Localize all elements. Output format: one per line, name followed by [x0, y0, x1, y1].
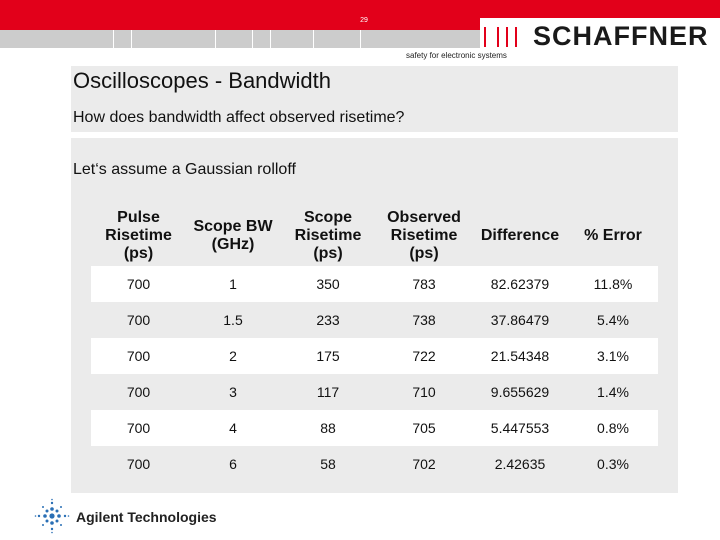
footer-company-name: Agilent Technologies — [76, 509, 217, 525]
table-cell: 722 — [376, 338, 472, 374]
table-cell: 37.86479 — [472, 302, 568, 338]
table-row — [91, 374, 658, 410]
header-divider — [360, 30, 361, 48]
slide-subtitle: How does bandwidth affect observed risetime? — [73, 109, 405, 126]
table-cell: 700 — [91, 446, 186, 482]
table-cell: 3.1% — [568, 338, 658, 374]
header-divider — [313, 30, 314, 48]
table-cell: 9.655629 — [472, 374, 568, 410]
header-divider — [252, 30, 253, 48]
table-cell: 175 — [280, 338, 376, 374]
table-row — [91, 338, 658, 374]
table-row — [91, 302, 658, 338]
table-cell: 2.42635 — [472, 446, 568, 482]
slide-number: 29 — [360, 17, 368, 24]
table-cell: 2 — [186, 338, 280, 374]
header-divider — [215, 30, 216, 48]
table-cell: 700 — [91, 374, 186, 410]
table-cell: 6 — [186, 446, 280, 482]
header-divider — [270, 30, 271, 48]
bandwidth-table — [91, 206, 658, 482]
table-header: Scope Risetime (ps) — [294, 209, 362, 262]
brand-tagline: safety for electronic systems — [406, 51, 507, 60]
table-cell: 5.447553 — [472, 410, 568, 446]
table-cell: 1 — [186, 266, 280, 302]
table-cell: 58 — [280, 446, 376, 482]
table-header: Pulse Risetime (ps) — [105, 209, 172, 262]
table-cell: 0.3% — [568, 446, 658, 482]
table-cell: 700 — [91, 410, 186, 446]
table-cell: 700 — [91, 266, 186, 302]
table-cell: 0.8% — [568, 410, 658, 446]
agilent-spark-icon — [34, 498, 70, 534]
table-cell: 3 — [186, 374, 280, 410]
table-cell: 738 — [376, 302, 472, 338]
table-cell: 350 — [280, 266, 376, 302]
table-header: % Error — [584, 227, 642, 244]
table-cell: 1.5 — [186, 302, 280, 338]
table-cell: 82.62379 — [472, 266, 568, 302]
table-cell: 700 — [91, 302, 186, 338]
table-cell: 710 — [376, 374, 472, 410]
table-cell: 1.4% — [568, 374, 658, 410]
table-cell: 117 — [280, 374, 376, 410]
intro-text: Let‘s assume a Gaussian rolloff — [73, 161, 296, 178]
table-row — [91, 410, 658, 446]
header-divider — [113, 30, 114, 48]
table-header-row — [91, 206, 658, 266]
brand-logo-text: SCHAFFNER — [533, 21, 709, 51]
table-cell: 783 — [376, 266, 472, 302]
table-header: Difference — [480, 227, 560, 244]
table-cell: 4 — [186, 410, 280, 446]
table-cell: 11.8% — [568, 266, 658, 302]
table-cell: 88 — [280, 410, 376, 446]
table-cell: 705 — [376, 410, 472, 446]
table-cell: 700 — [91, 338, 186, 374]
header-divider — [131, 30, 132, 48]
slide-title: Oscilloscopes - Bandwidth — [73, 68, 332, 93]
table-cell: 233 — [280, 302, 376, 338]
table-row — [91, 446, 658, 482]
table-cell: 5.4% — [568, 302, 658, 338]
table-header: Observed Risetime (ps) — [387, 209, 461, 262]
table-header: Scope BW (GHz) — [193, 218, 273, 253]
table-row — [91, 266, 658, 302]
table-cell: 21.54348 — [472, 338, 568, 374]
table-cell: 702 — [376, 446, 472, 482]
